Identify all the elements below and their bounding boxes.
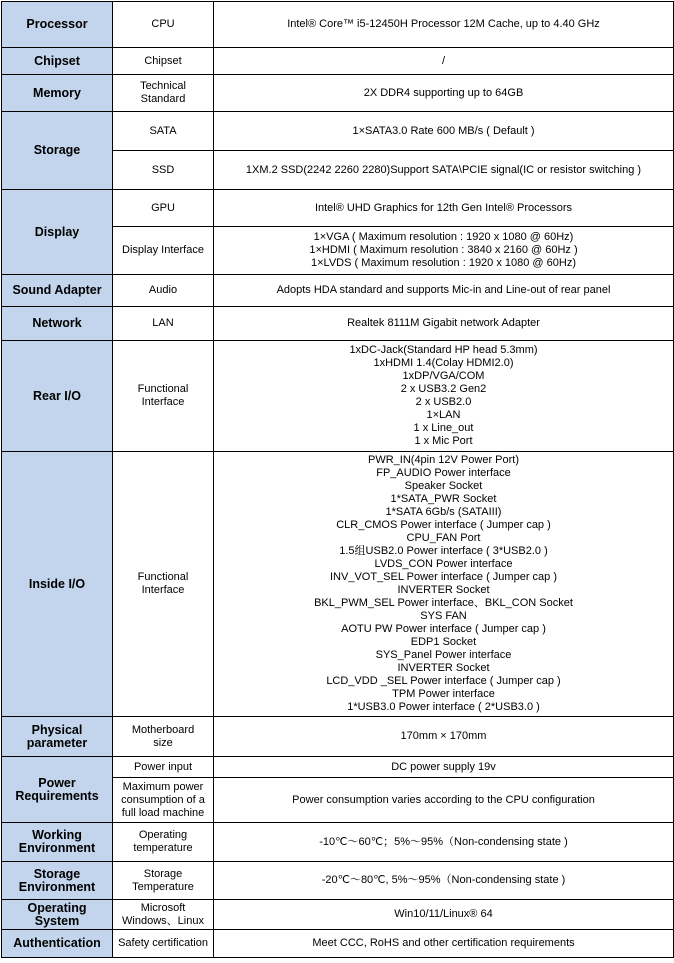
row-storage-environment (2, 862, 674, 900)
category-cell: Storage Environment (2, 862, 113, 900)
value-cell: Intel® UHD Graphics for 12th Gen Intel® Processors (214, 190, 674, 227)
category-cell: Chipset (2, 48, 113, 75)
item-cell: SSD (113, 151, 214, 190)
item-cell: GPU (113, 190, 214, 227)
value-cell: 2X DDR4 supporting up to 64GB (214, 75, 674, 112)
row-sound-adapter (2, 275, 674, 307)
value-cell: Realtek 8111M Gigabit network Adapter (214, 307, 674, 341)
item-cell: Power input (113, 757, 214, 778)
item-cell: Functional Interface (113, 341, 214, 452)
category-cell: Authentication (2, 930, 113, 958)
item-cell: LAN (113, 307, 214, 341)
item-cell: Technical Standard (113, 75, 214, 112)
category-cell: Rear I/O (2, 341, 113, 452)
category-cell: Physical parameter (2, 717, 113, 757)
value-cell: Meet CCC, RoHS and other certification requirements (214, 930, 674, 958)
category-cell: Network (2, 307, 113, 341)
row-power-input (2, 757, 674, 778)
value-cell: -10℃～60℃；5%～95%（Non-condensing state ) (214, 823, 674, 862)
item-cell: Audio (113, 275, 214, 307)
item-cell: Functional Interface (113, 452, 214, 717)
category-cell: Operating System (2, 900, 113, 930)
value-cell: DC power supply 19v (214, 757, 674, 778)
value-cell: Win10/11/Linux® 64 (214, 900, 674, 930)
item-cell: Safety certification (113, 930, 214, 958)
value-cell: Adopts HDA standard and supports Mic-in and Line-out of rear panel (214, 275, 674, 307)
category-cell: Sound Adapter (2, 275, 113, 307)
row-physical-parameter (2, 717, 674, 757)
item-cell: Motherboard size (113, 717, 214, 757)
value-cell: 170mm × 170mm (214, 717, 674, 757)
value-cell: Intel® Core™ i5-12450H Processor 12M Cache, up to 4.40 GHz (214, 2, 674, 48)
value-cell: Power consumption varies according to the CPU configuration (214, 778, 674, 823)
value-cell: 1×VGA ( Maximum resolution : 1920 x 1080 @ 60Hz) 1×HDMI ( Maximum resolution : 3840 x 2160 @ 60Hz ) 1×LVDS ( Maximum resolution : 1920 x 1080 @ 60Hz) (214, 227, 674, 275)
item-cell: Maximum power consumption of a full load machine (113, 778, 214, 823)
value-cell: / (214, 48, 674, 75)
row-authentication (2, 930, 674, 958)
item-cell: SATA (113, 112, 214, 151)
row-memory (2, 75, 674, 112)
row-rear-io (2, 341, 674, 452)
value-cell: -20℃～80℃, 5%～95%（Non-condensing state ) (214, 862, 674, 900)
specification-table (1, 1, 674, 958)
row-display-gpu (2, 190, 674, 227)
item-cell: Storage Temperature (113, 862, 214, 900)
category-cell: Working Environment (2, 823, 113, 862)
value-cell: PWR_IN(4pin 12V Power Port) FP_AUDIO Power interface Speaker Socket 1*SATA_PWR Socket 1*SATA 6Gb/s (SATAIII) CLR_CMOS Power interface ( Jumper cap ) CPU_FAN Port 1.5组USB2.0 Power interface ( 3*USB2.0 ) LVDS_CON Power interface INV_VOT_SEL Power interface ( Jumper cap ) INVERTER Socket BKL_PWM_SEL Power interface、BKL_CON Socket SYS FAN AOTU PW Power interface ( Jumper cap ) EDP1 Socket SYS_Panel Power interface INVERTER Socket LCD_VDD _SEL Power interface ( Jumper cap ) TPM Power interface 1*USB3.0 Power interface ( 2*USB3.0 ) (214, 452, 674, 717)
row-operating-system (2, 900, 674, 930)
item-cell: Microsoft Windows、Linux (113, 900, 214, 930)
row-network (2, 307, 674, 341)
item-cell: Operating temperature (113, 823, 214, 862)
category-cell: Inside I/O (2, 452, 113, 717)
item-cell: CPU (113, 2, 214, 48)
value-cell: 1XM.2 SSD(2242 2260 2280)Support SATA\PCIE signal(IC or resistor switching ) (214, 151, 674, 190)
value-cell: 1xDC-Jack(Standard HP head 5.3mm) 1xHDMI 1.4(Colay HDMI2.0) 1xDP/VGA/COM 2 x USB3.2 Gen2 2 x USB2.0 1×LAN 1 x Line_out 1 x Mic Port (214, 341, 674, 452)
category-cell: Processor (2, 2, 113, 48)
row-working-environment (2, 823, 674, 862)
row-chipset (2, 48, 674, 75)
category-cell: Display (2, 190, 113, 275)
category-cell: Power Requirements (2, 757, 113, 823)
row-processor (2, 2, 674, 48)
value-cell: 1×SATA3.0 Rate 600 MB/s ( Default ) (214, 112, 674, 151)
category-cell: Storage (2, 112, 113, 190)
item-cell: Display Interface (113, 227, 214, 275)
row-storage-sata (2, 112, 674, 151)
row-inside-io (2, 452, 674, 717)
item-cell: Chipset (113, 48, 214, 75)
category-cell: Memory (2, 75, 113, 112)
